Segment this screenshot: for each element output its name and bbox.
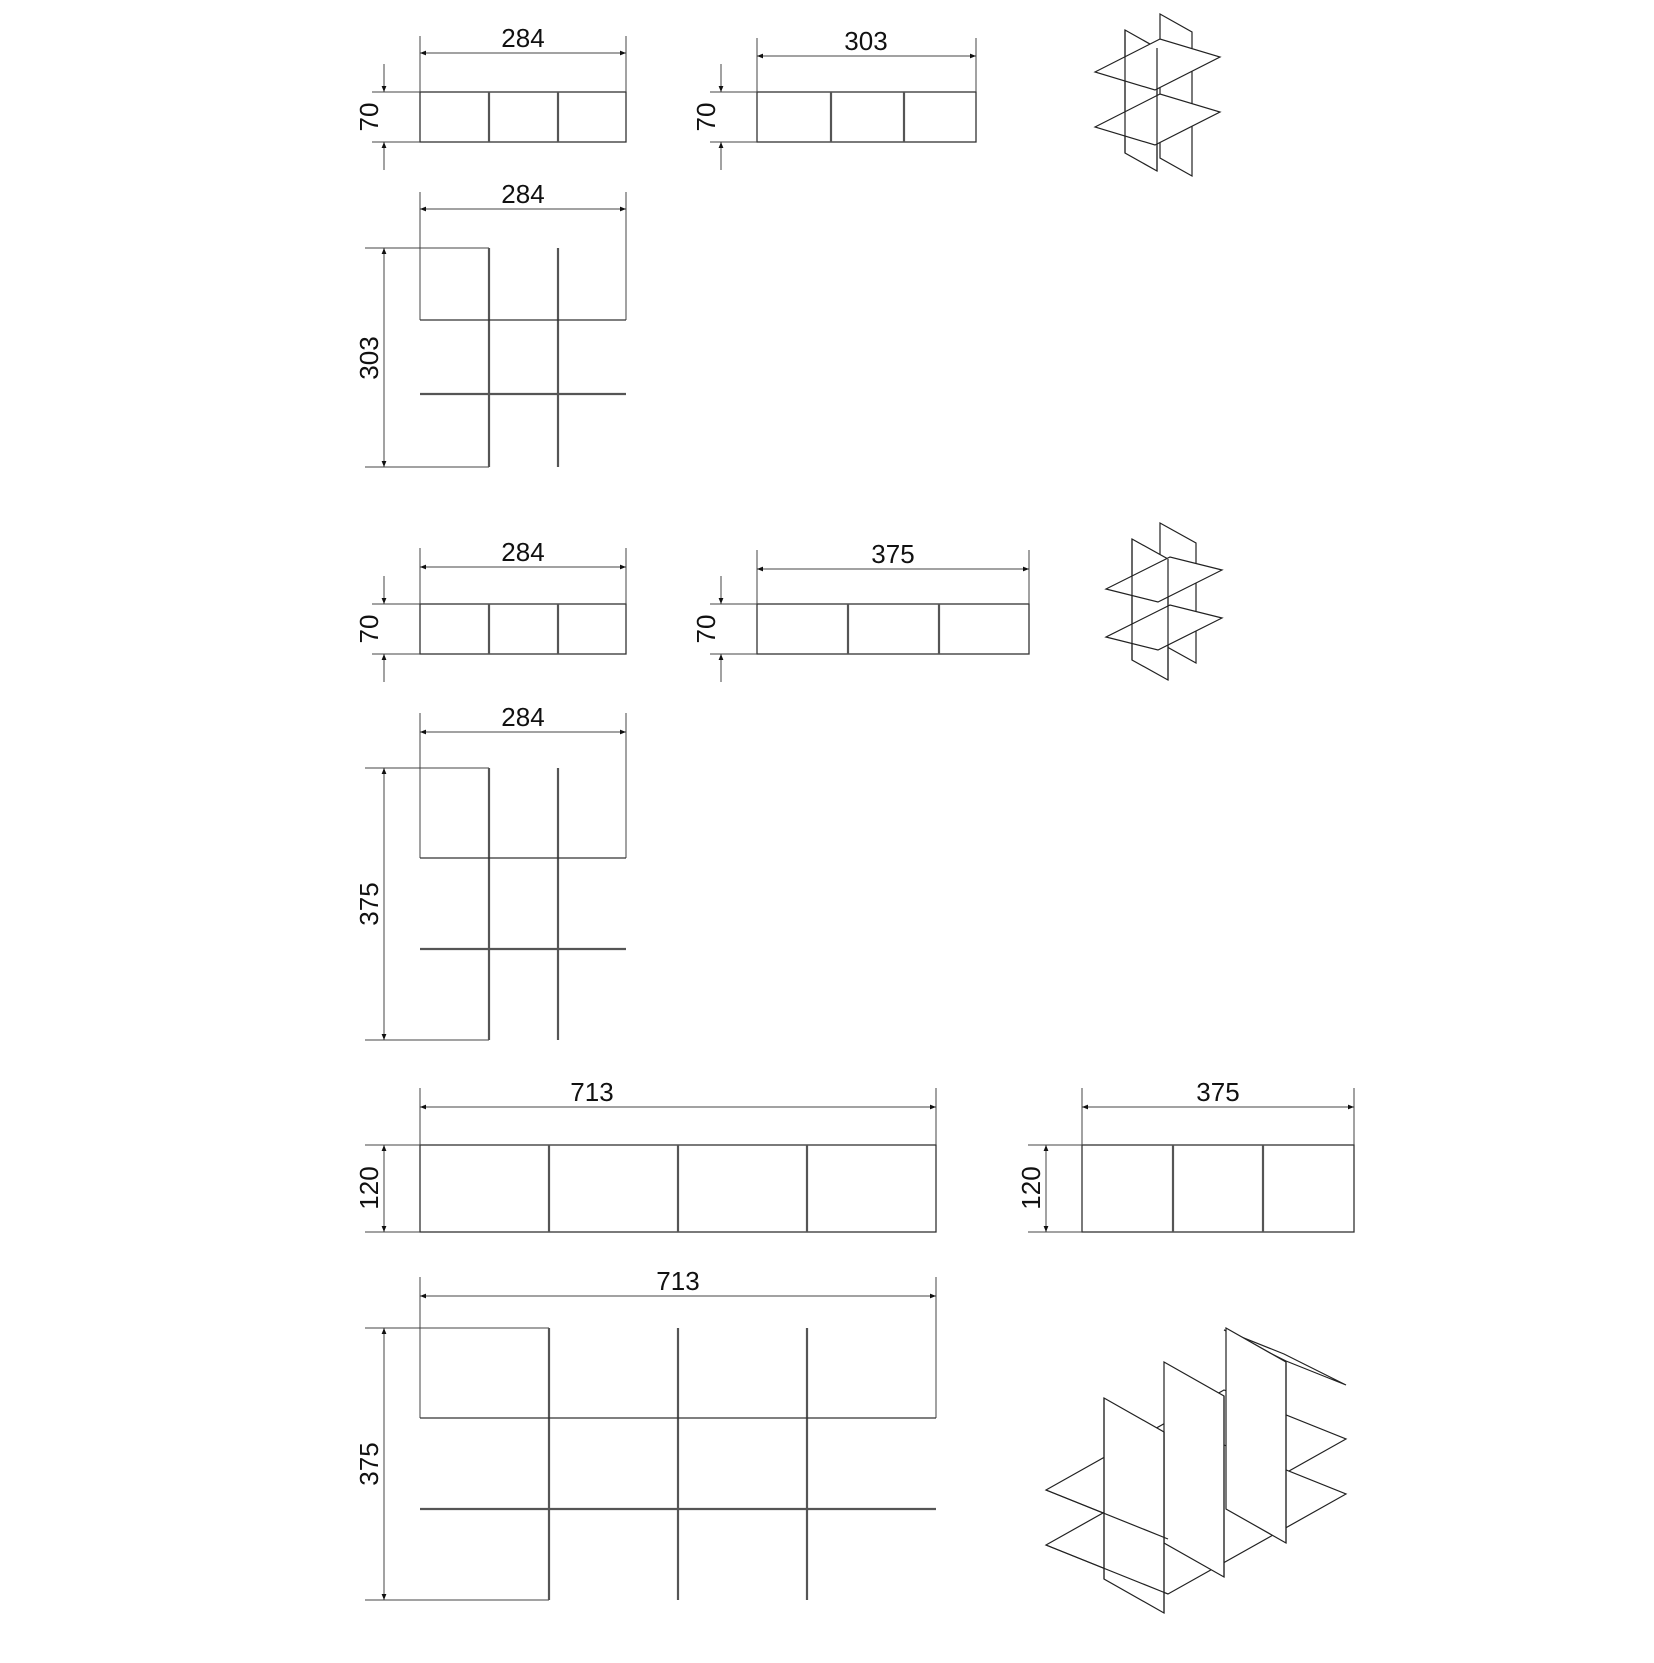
drawing-1-isometric-view	[1095, 14, 1220, 176]
drawing-3-front-height-label: 120	[354, 1166, 384, 1210]
drawing-2-front-view	[354, 537, 626, 682]
drawing-2-isometric-view	[1106, 523, 1222, 680]
drawing-3-isometric-view	[1046, 1328, 1346, 1613]
drawing-3-plan-view	[354, 1266, 936, 1600]
drawing-3-side-view	[1016, 1077, 1354, 1232]
drawing-2-plan-depth-label: 375	[354, 882, 384, 926]
drawing-2-front-width-label: 284	[501, 537, 545, 567]
drawing-1-plan-width-label: 284	[501, 179, 545, 209]
drawing-1-front-width-label: 284	[501, 23, 545, 53]
drawing-3-front-view	[354, 1077, 936, 1232]
drawing-1-front-height-label: 70	[354, 102, 384, 132]
drawing-1-side-width-label: 303	[844, 26, 888, 56]
drawing-2-front-height-label: 70	[354, 614, 384, 644]
drawing-2-side-height-label: 70	[691, 614, 721, 644]
drawing-2-plan-view	[354, 702, 626, 1040]
drawing-2-side-width-label: 375	[871, 539, 915, 569]
drawing-2-side-view	[691, 539, 1029, 682]
drawing-3-front-width-label: 713	[570, 1077, 614, 1107]
drawing-1-plan-depth-label: 303	[354, 336, 384, 380]
drawing-1-side-height-label: 70	[691, 102, 721, 132]
drawing-3-plan-depth-label: 375	[354, 1442, 384, 1486]
drawing-1-side-view	[691, 26, 976, 170]
drawing-3-plan-width-label: 713	[656, 1266, 700, 1296]
drawing-1-plan-view	[354, 179, 626, 467]
drawing-3-side-width-label: 375	[1196, 1077, 1240, 1107]
drawing-2-plan-width-label: 284	[501, 702, 545, 732]
drawing-3-side-height-label: 120	[1016, 1166, 1046, 1210]
drawing-1-front-view	[354, 23, 626, 170]
